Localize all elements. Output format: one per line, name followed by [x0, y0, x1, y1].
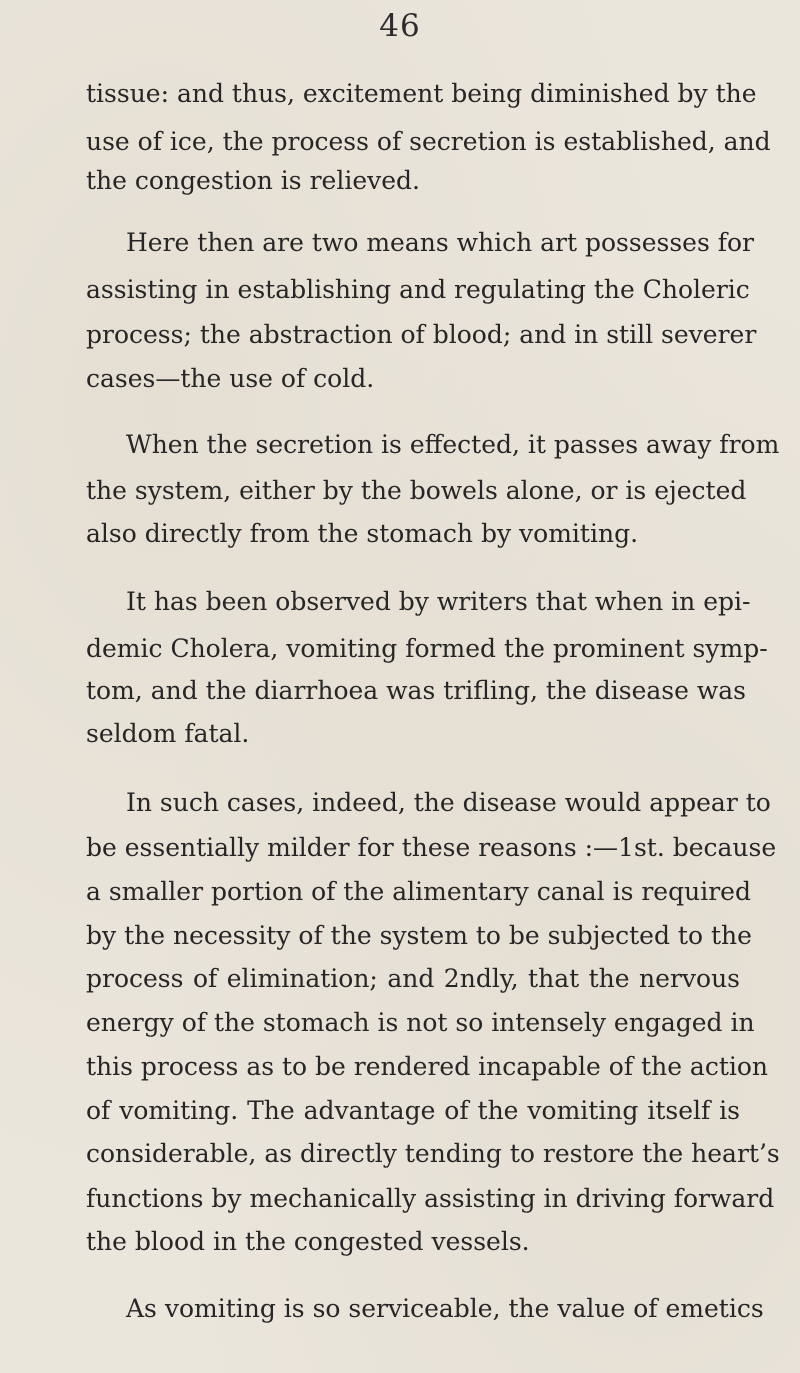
text-line: Here then are two means which art possesses for	[126, 228, 754, 257]
text-line: also directly from the stomach by vomiting.	[86, 519, 639, 548]
text-line: When the secretion is effected, it passes away from	[126, 430, 780, 459]
text-line: energy of the stomach is not so intensely engaged in	[86, 1008, 755, 1037]
text-line: the system, either by the bowels alone, or is ejected	[86, 476, 747, 505]
text-line: seldom fatal.	[86, 719, 250, 748]
text-line: considerable, as directly tending to restore the heart’s	[86, 1139, 780, 1168]
page-number: 46	[379, 8, 421, 44]
text-line: the blood in the congested vessels.	[86, 1227, 530, 1256]
text-line: functions by mechanically assisting in driving forward	[86, 1184, 775, 1213]
text-line: tom, and the diarrhoea was trifling, the disease was	[86, 676, 747, 705]
text-line: As vomiting is so serviceable, the value of emetics	[126, 1294, 764, 1323]
text-line: a smaller portion of the alimentary canal is required	[86, 877, 751, 906]
text-line: In such cases, indeed, the disease would appear to	[126, 788, 771, 817]
text-line: assisting in establishing and regulating the Choleric	[86, 275, 750, 304]
text-line: It has been observed by writers that when in epi-	[126, 587, 751, 616]
text-line: tissue: and thus, excitement being diminished by the	[86, 79, 757, 108]
text-line: process of elimination; and 2ndly, that the nervous	[86, 964, 740, 993]
text-line: this process as to be rendered incapable of the action	[86, 1052, 769, 1081]
text-line: the congestion is relieved.	[86, 166, 420, 195]
text-line: of vomiting. The advantage of the vomiting itself is	[86, 1096, 740, 1125]
text-line: use of ice, the process of secretion is established, and	[86, 127, 771, 156]
text-line: cases—the use of cold.	[86, 364, 375, 393]
text-line: demic Cholera, vomiting formed the prominent symp-	[86, 634, 768, 663]
text-line: by the necessity of the system to be subjected to the	[86, 921, 752, 950]
text-line: process; the abstraction of blood; and in still severer	[86, 320, 757, 349]
text-line: be essentially milder for these reasons :—1st. because	[86, 833, 777, 862]
